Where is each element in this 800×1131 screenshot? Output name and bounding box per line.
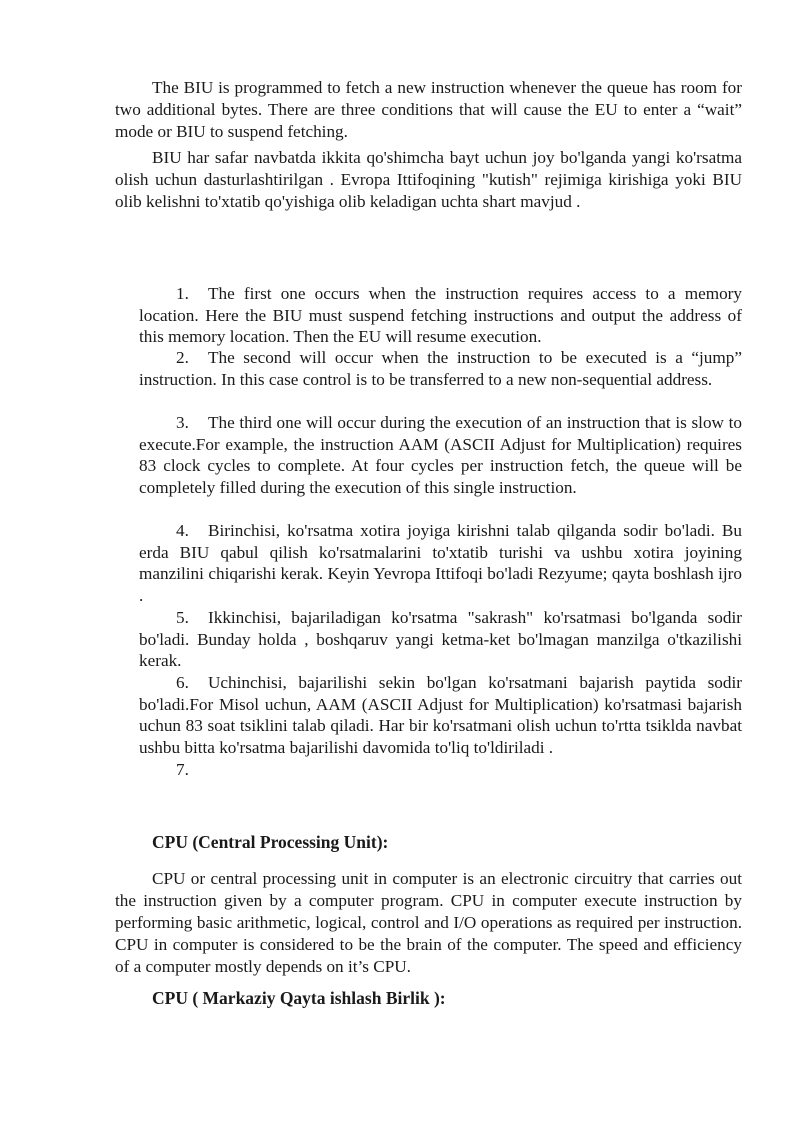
cpu-heading-uz: CPU ( Markaziy Qayta ishlash Birlik ): bbox=[152, 988, 446, 1008]
list-item-text: The third one will occur during the execution of an instruction that is slow to execute.For example, the instruction AAM (ASCII Adjust for Multiplication) requires 83 clock cycles to complete. At four cycles per instruction fetch, the queue will be completely filled during the execution of this single instruction. bbox=[139, 413, 742, 497]
list-item-number: 2. bbox=[176, 348, 189, 367]
list-item-text: The first one occurs when the instruction requires access to a memory location. Here the BIU must suspend fetching instructions and output the address of this memory location. Then the EU will resume execution. bbox=[139, 284, 742, 347]
list-item-number: 5. bbox=[176, 608, 189, 627]
list-item-text: Ikkinchisi, bajariladigan ko'rsatma "sakrash" ko'rsatmasi bo'lganda sodir bo'ladi. Bunday holda , boshqaruv yangi ketma-ket bo'lmagan manzilga o'tkazilishi kerak. bbox=[139, 608, 742, 671]
list-item-number: 1. bbox=[176, 284, 189, 303]
intro-paragraph-uz: BIU har safar navbatda ikkita qo'shimcha bayt uchun joy bo'lganda yangi ko'rsatma olish uchun dasturlashtirilgan . Evropa Ittifoqining "kutish" rejimiga kirishiga yoki BIU olib kelishni to'xtatib qo'yishiga olib keladigan uchta shart mavjud . bbox=[115, 148, 742, 211]
list-item bbox=[139, 759, 742, 781]
list-item bbox=[139, 672, 742, 758]
list-item-text: The second will occur when the instruction to be executed is a “jump” instruction. In this case control is to be transferred to a new non-sequential address. bbox=[139, 348, 742, 389]
list-item bbox=[139, 607, 742, 672]
list-item-text: Uchinchisi, bajarilishi sekin bo'lgan ko'rsatmani bajarish paytida sodir bo'ladi.For Misol uchun, AAM (ASCII Adjust for Multiplication) ko'rsatmasi bajarish uchun 83 soat tsiklini talab qiladi. Har bir ko'rsatmani olish uchun to'rtta tsiklda navbat ushbu bitta ko'rsatma bajarilishi davomida to'liq to'ldiriladi . bbox=[139, 673, 742, 757]
list-item-number: 7. bbox=[176, 760, 189, 779]
cpu-paragraph-en: CPU or central processing unit in computer is an electronic circuitry that carries out the instruction given by a computer program. CPU in computer execute instruction by performing basic arithmetic, logical, control and I/O operations as required per instruction. CPU in computer is considered to be the brain of the computer. The speed and efficiency of a computer mostly depends on it’s CPU. bbox=[115, 869, 742, 976]
list-item-number: 6. bbox=[176, 673, 189, 692]
intro-paragraph-en: The BIU is programmed to fetch a new instruction whenever the queue has room for two additional bytes. There are three conditions that will cause the EU to enter a “wait” mode or BIU to suspend fetching. bbox=[115, 78, 742, 141]
list-item-number: 3. bbox=[176, 413, 189, 432]
list-item bbox=[139, 412, 742, 498]
list-item bbox=[139, 520, 742, 606]
list-item-text: Birinchisi, ko'rsatma xotira joyiga kirishni talab qilganda sodir bo'ladi. Bu erda BIU qabul qilish ko'rsatmalarini to'xtatib turishi va ushbu xotira joyining manzilini chiqarishi kerak. Keyin Yevropa Ittifoqi bo'ladi Rezyume; qayta boshlash ijro . bbox=[139, 521, 742, 605]
list-item bbox=[139, 347, 742, 390]
cpu-heading-en: CPU (Central Processing Unit): bbox=[152, 832, 389, 852]
list-item-number: 4. bbox=[176, 521, 189, 540]
list-item bbox=[139, 283, 742, 348]
